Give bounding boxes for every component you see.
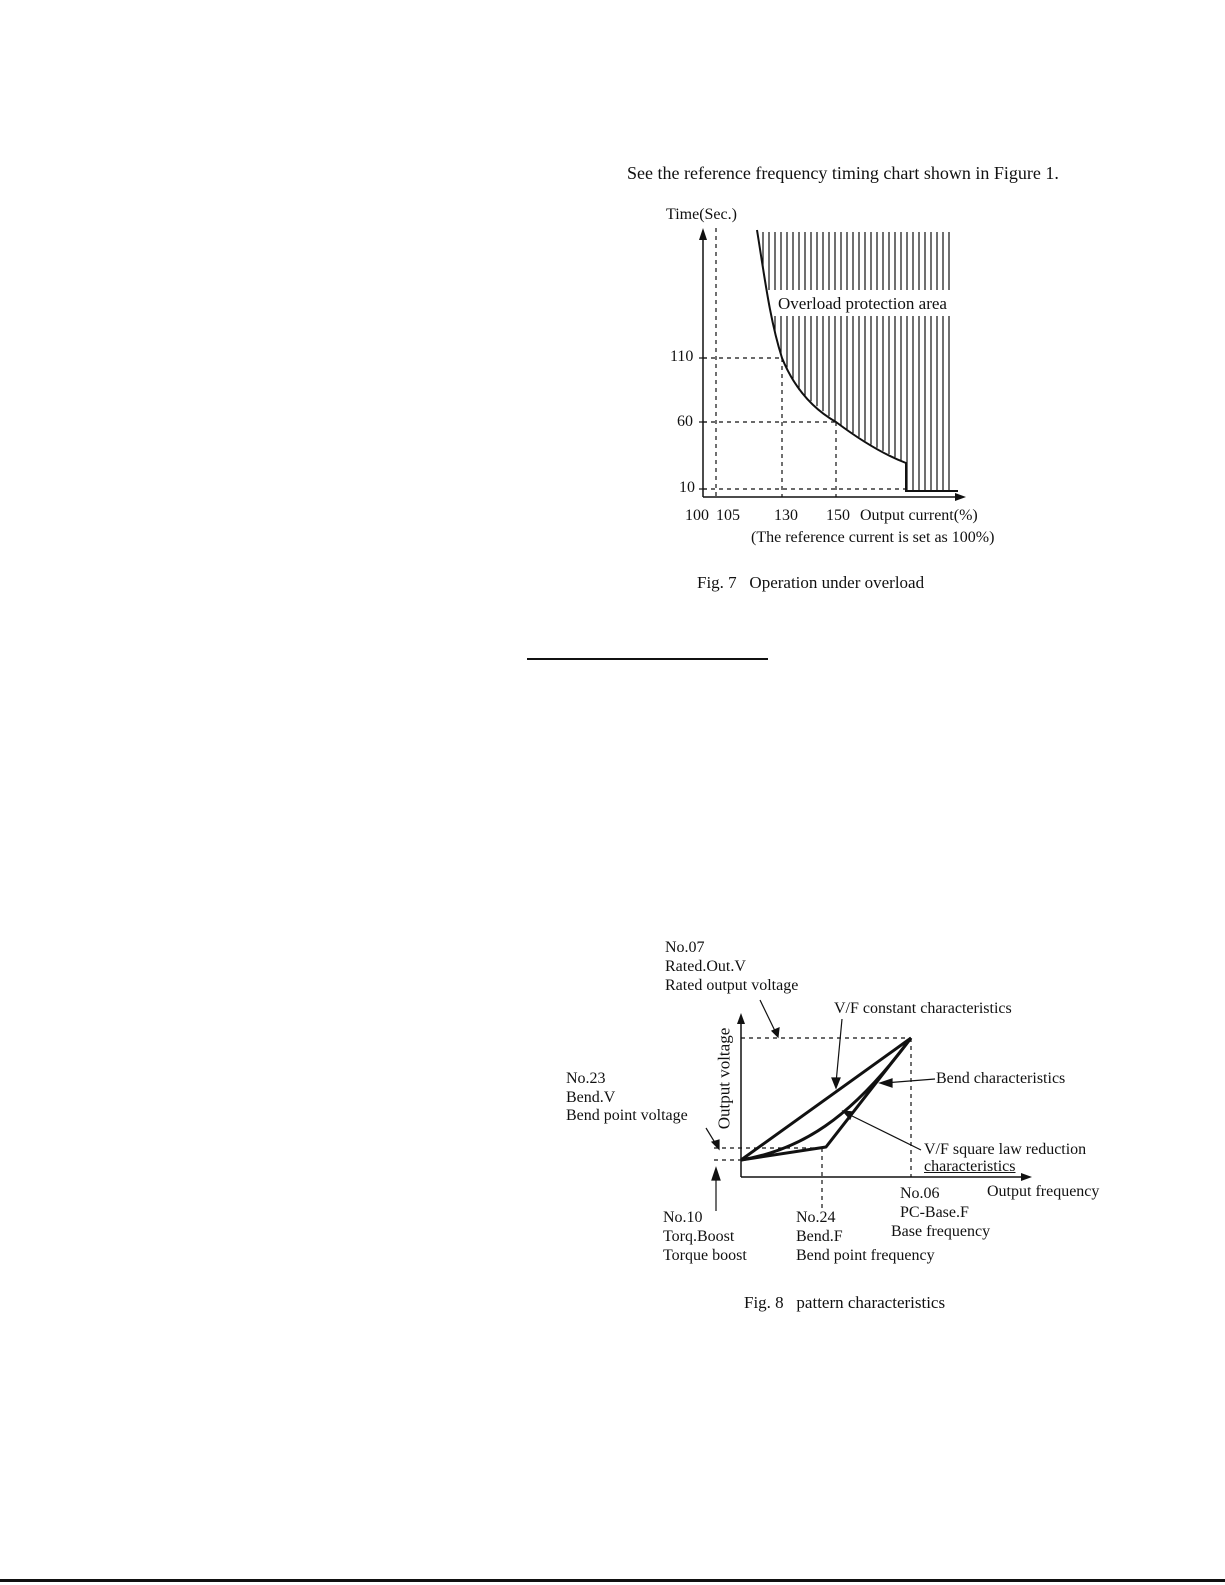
fig8-rated-code: Rated.Out.V — [665, 958, 746, 975]
fig8-bend-label: Bend characteristics — [936, 1070, 1066, 1087]
fig8-y-axis-label: Output voltage — [714, 1027, 734, 1130]
fig8-vf-constant-label: V/F constant characteristics — [834, 1000, 1012, 1017]
fig7-y-tick-10: 10 — [679, 479, 695, 496]
fig8-leader-rated — [760, 1000, 776, 1033]
fig7-x-tick-130: 130 — [774, 507, 798, 524]
fig7-x-tick-150: 150 — [826, 507, 850, 524]
fig7-y-tick-60: 60 — [677, 413, 693, 430]
fig8-rated-desc: Rated output voltage — [665, 977, 799, 994]
fig7-x-note: (The reference current is set as 100%) — [751, 529, 995, 546]
fig8-basef-desc: Base frequency — [891, 1223, 991, 1240]
fig8-basef-code: PC-Base.F — [900, 1204, 969, 1221]
page-bottom-border — [0, 1579, 1225, 1582]
fig8-basef-no: No.06 — [900, 1185, 940, 1202]
fig7-x-tick-100: 100 — [685, 507, 709, 524]
fig8-bendv-code: Bend.V — [566, 1089, 616, 1106]
fig8-bendf-no: No.24 — [796, 1209, 836, 1226]
fig7-caption: Fig. 7 Operation under overload — [697, 573, 925, 592]
fig7-x-axis-label: Output current(%) — [860, 507, 978, 524]
fig8-vf-constant-line — [741, 1038, 911, 1160]
fig8-rated-no: No.07 — [665, 939, 705, 956]
fig8-x-arrow — [1021, 1173, 1032, 1181]
fig7-area-label: Overload protection area — [778, 294, 947, 313]
fig8-boost-code: Torq.Boost — [663, 1228, 735, 1245]
fig8-square-label-1: V/F square law reduction — [924, 1141, 1087, 1158]
fig8-square-label-2: characteristics — [924, 1158, 1016, 1175]
fig8-bendf-code: Bend.F — [796, 1228, 843, 1245]
fig8-y-arrow — [737, 1013, 745, 1024]
fig8-caption: Fig. 8 pattern characteristics — [744, 1293, 946, 1312]
fig8-leader-square — [846, 1113, 921, 1150]
fig8-bendv-desc: Bend point voltage — [566, 1107, 688, 1124]
fig8-x-axis-label: Output frequency — [987, 1183, 1100, 1200]
fig8-bendf-desc: Bend point frequency — [796, 1247, 935, 1264]
fig8-boost-desc: Torque boost — [663, 1247, 747, 1264]
fig8-bendv-no: No.23 — [566, 1070, 606, 1087]
intro-text: See the reference frequency timing chart shown in Figure 1. — [627, 163, 1059, 183]
fig7-y-axis-label: Time(Sec.) — [666, 206, 737, 223]
fig8-boost-no: No.10 — [663, 1209, 703, 1226]
fig7-y-tick-110: 110 — [670, 348, 694, 365]
fig8-leader-vf — [836, 1019, 842, 1083]
fig7-x-tick-105: 105 — [716, 507, 740, 524]
